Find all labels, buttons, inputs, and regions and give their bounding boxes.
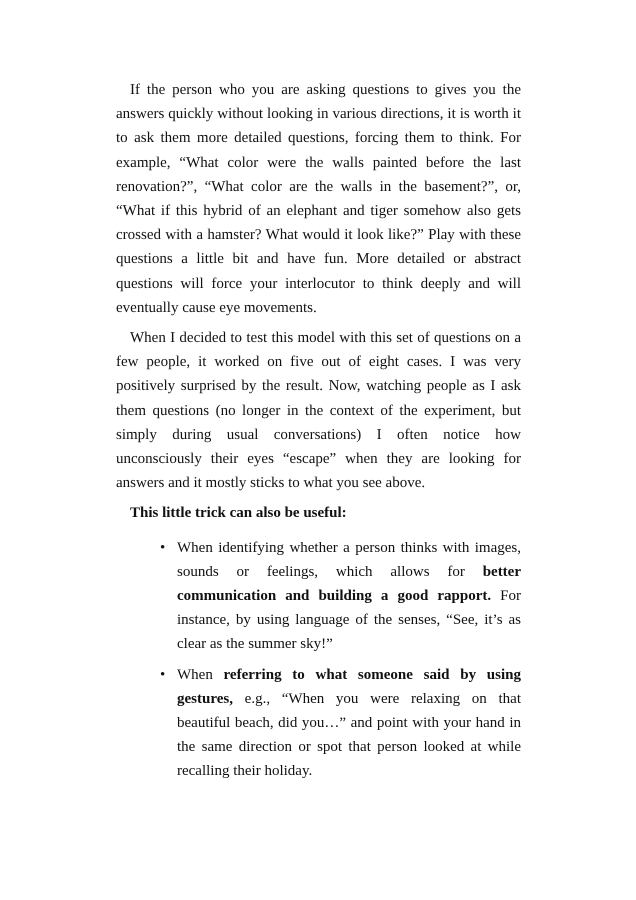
list-item [160, 536, 521, 657]
bullet-text-before: When identifying whether a person thinks with images, sounds or feelings, which allows for [177, 539, 521, 580]
tips-list [116, 536, 521, 784]
bullet-icon: • [160, 666, 166, 683]
list-item [160, 663, 521, 784]
bullet-text-before: When [177, 666, 224, 683]
bullet-text-bold: referring to what someone said by using gestures, [177, 666, 521, 707]
bullet-text-after: e.g., “When you were relaxing on that beautiful beach, did you…” and point with your hand in the same direction or spot that person looked at while recalling their holiday. [177, 690, 521, 780]
paragraph-experiment-result: When I decided to test this model with this set of questions on a few people, it worked on five out of eight cases. I was very positively surprised by the result. Now, watching people as I ask them questions (no longer in the context of the experiment, but simply during usual conversations) I often notice how unconsciously their eyes “escape” when they are looking for answers and it mostly sticks to what you see above. [116, 330, 521, 492]
bullet-text-bold: better communication and building a good rapport. [177, 563, 521, 605]
section-heading: This little trick can also be useful: [130, 505, 347, 522]
page-content [116, 78, 521, 790]
paragraph-eye-movement-questions: If the person who you are asking questions to gives you the answers quickly without looking in various directions, it is worth it to ask them more detailed questions, forcing them to think. For example, “What color were the walls painted before the last renovation?”, “What color are the walls in the basement?”, or, “What if this hybrid of an elephant and tiger somehow also gets crossed with a hamster? What would it look like?” Play with these questions a little bit and have fun. More detailed or abstract questions will force your interlocutor to think deeply and will eventually cause eye movements. [116, 82, 521, 316]
bullet-text-after: For instance, by using language of the senses, “See, it’s as clear as the summer sky!” [177, 588, 521, 653]
bullet-icon: • [160, 539, 166, 556]
